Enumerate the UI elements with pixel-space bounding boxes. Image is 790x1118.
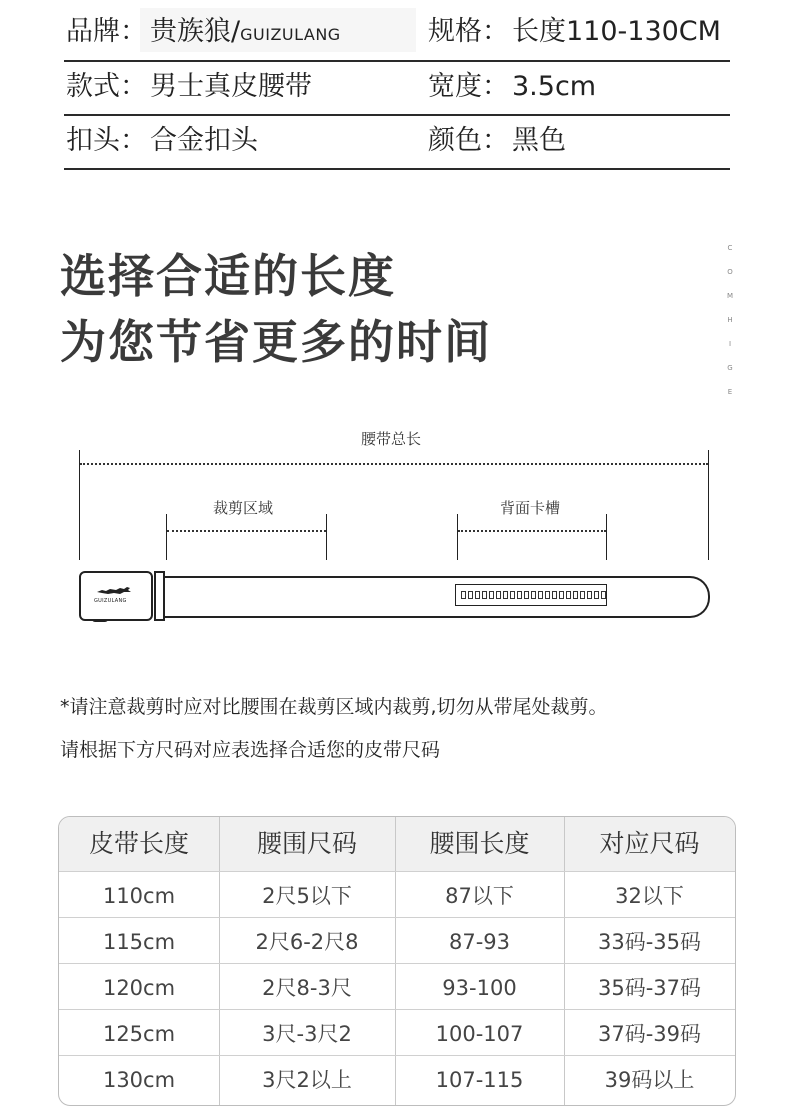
belt-slot-hole <box>531 591 536 599</box>
table-cell: 33码-35码 <box>597 930 702 954</box>
total-length-line <box>80 463 708 465</box>
table-cell: 39码以上 <box>604 1068 695 1092</box>
belt-slot-hole <box>468 591 473 599</box>
total-length-left-marker <box>79 450 80 560</box>
spec-value-brand <box>150 14 341 53</box>
table-cell: 115cm <box>102 930 176 954</box>
table-cell: 3尺-3尺2 <box>262 1022 352 1046</box>
table-cell: 2尺8-3尺 <box>262 976 352 1000</box>
table-cell: 2尺5以下 <box>262 884 352 908</box>
belt-slot-hole <box>594 591 599 599</box>
table-cell: 2尺6-2尺8 <box>255 930 359 954</box>
table-cell: 100-107 <box>435 1022 524 1046</box>
brand-name-cn: 贵族狼/ <box>150 16 241 47</box>
belt-slot-hole <box>580 591 585 599</box>
belt-slot-hole <box>552 591 557 599</box>
belt-keeper <box>154 571 165 621</box>
belt-slot-hole <box>601 591 606 599</box>
table-cell: 107-115 <box>435 1068 524 1092</box>
table-cell: 87以下 <box>445 884 514 908</box>
belt-slot-hole <box>587 591 592 599</box>
spec-row-buckle <box>64 115 730 169</box>
table-cell: 35码-37码 <box>597 976 702 1000</box>
header-waist-size: 腰围尺码 <box>256 829 357 858</box>
brand-name-en: GUIZULANG <box>240 25 341 44</box>
total-length-label: 腰带总长 <box>361 430 422 448</box>
belt-slot-hole <box>489 591 494 599</box>
belt-slot-hole <box>461 591 466 599</box>
headline-line-2: 为您节省更多的时间 <box>60 315 492 369</box>
back-slot-right-marker <box>606 514 607 560</box>
spec-label-color: 颜色： <box>428 125 509 156</box>
spec-row-style <box>64 61 730 115</box>
cut-warning-note: *请注意裁剪时应对比腰围在裁剪区域内裁剪,切勿从带尾处裁剪。 <box>60 696 608 718</box>
belt-slot-hole <box>517 591 522 599</box>
table-cell: 110cm <box>102 884 176 908</box>
spec-label-width: 宽度： <box>428 71 509 102</box>
total-length-right-marker <box>708 450 709 560</box>
back-slot-label: 背面卡槽 <box>500 499 561 517</box>
belt-slot-hole <box>573 591 578 599</box>
belt-slot-hole <box>482 591 487 599</box>
back-slot-left-marker <box>457 514 458 560</box>
belt-buckle <box>79 571 153 621</box>
cut-area-left-marker <box>166 514 167 560</box>
belt-slot-hole <box>510 591 515 599</box>
spec-label-brand: 品牌： <box>66 16 147 47</box>
vertical-letter: E <box>727 388 733 396</box>
belt-slot-hole <box>496 591 501 599</box>
buckle-brand-text: GUIZULANG <box>94 598 127 604</box>
cut-area-right-marker <box>326 514 327 560</box>
vertical-letter: M <box>726 292 734 300</box>
belt-slot-hole <box>503 591 508 599</box>
vertical-letter: G <box>727 364 733 372</box>
back-slot-line <box>458 530 606 532</box>
table-cell: 87-93 <box>448 930 511 954</box>
headline-line-1: 选择合适的长度 <box>60 249 396 303</box>
spec-label-style: 款式： <box>66 71 147 102</box>
back-slot-strip <box>455 584 607 606</box>
header-pants-size: 对应尺码 <box>599 829 700 858</box>
belt-slot-hole <box>475 591 480 599</box>
size-table <box>58 816 736 1106</box>
spec-value-buckle: 合金扣头 <box>150 125 258 156</box>
belt-slot-hole <box>545 591 550 599</box>
spec-value-style: 男士真皮腰带 <box>150 71 312 102</box>
table-cell: 120cm <box>102 976 176 1000</box>
header-belt-length: 皮带长度 <box>88 829 189 858</box>
table-cell: 93-100 <box>442 976 517 1000</box>
row-divider <box>59 871 735 872</box>
table-cell: 37码-39码 <box>597 1022 702 1046</box>
table-cell: 3尺2以上 <box>262 1068 352 1092</box>
vertical-letter: H <box>727 316 733 324</box>
belt-slot-hole <box>524 591 529 599</box>
header-waist-length: 腰围长度 <box>429 829 530 858</box>
spec-value-color: 黑色 <box>512 125 566 156</box>
table-cell: 32以下 <box>615 884 684 908</box>
wolf-logo-icon <box>96 584 132 596</box>
cut-area-line <box>167 530 326 532</box>
vertical-letter: I <box>728 340 732 348</box>
size-selection-note: 请根据下方尺码对应表选择合适您的皮带尺码 <box>60 739 441 761</box>
belt-slot-hole <box>538 591 543 599</box>
belt-slot-hole <box>566 591 571 599</box>
cut-area-label: 裁剪区域 <box>213 499 274 517</box>
spec-divider <box>64 168 730 170</box>
table-cell: 125cm <box>102 1022 176 1046</box>
spec-value-size: 长度110-130CM <box>512 16 721 47</box>
vertical-letter: C <box>727 244 733 252</box>
table-cell: 130cm <box>102 1068 176 1092</box>
vertical-letter: O <box>727 268 733 276</box>
spec-label-size: 规格： <box>428 16 509 47</box>
belt-strap <box>158 576 710 618</box>
belt-slot-hole <box>559 591 564 599</box>
spec-value-width: 3.5cm <box>512 71 597 102</box>
vertical-letters <box>724 244 736 412</box>
spec-row-brand <box>64 6 730 60</box>
spec-label-buckle: 扣头： <box>66 125 147 156</box>
